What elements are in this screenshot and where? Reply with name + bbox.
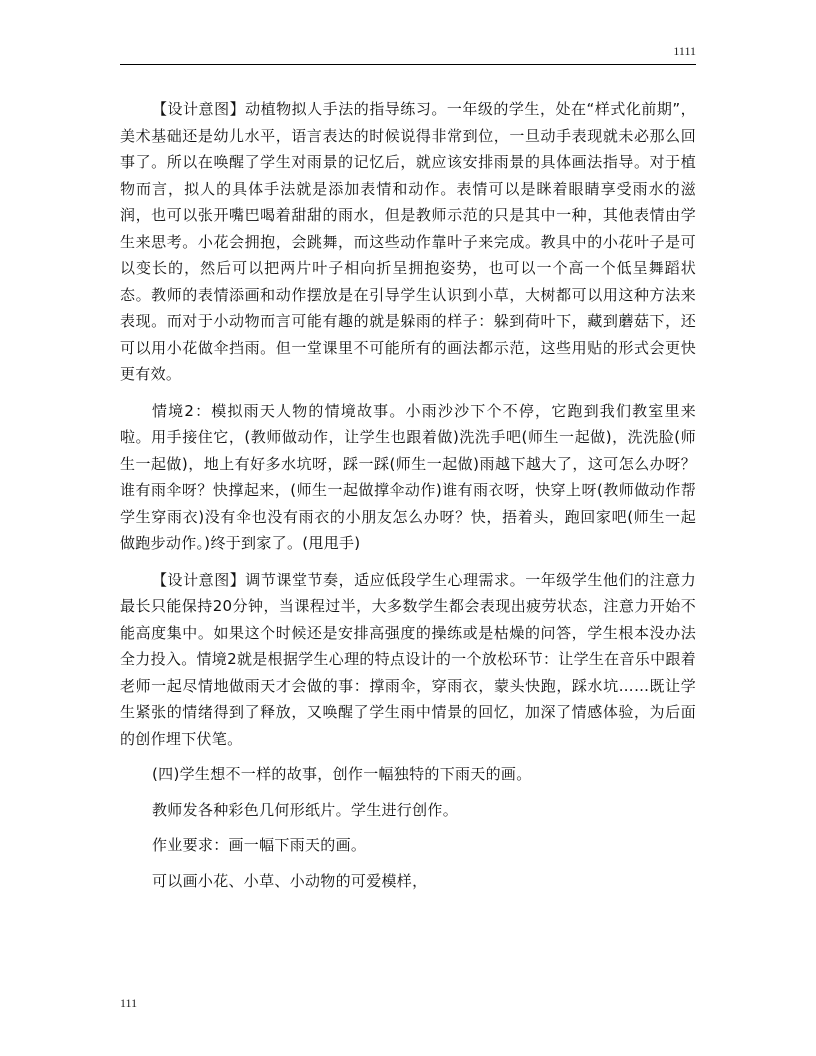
paragraph-design-intent-1: 【设计意图】动植物拟人手法的指导练习。一年级的学生，处在“样式化前期”，美术基础还是幼儿水平，语言表达的时候说得非常到位，一旦动手表现就未必那么回事了。所以在唤醒了学生对雨景的记忆后，就应该安排雨景的具体画法指导。对于植物而言，拟人的具体手法就是添加表情和动作。表情可以是眯着眼睛享受雨水的滋润，也可以张开嘴巴喝着甜甜的雨水，但是教师示范的只是其中一种，其他表情由学生来思考。小花会拥抱，会跳舞，而这些动作靠叶子来完成。教具中的小花叶子是可以变长的，然后可以把两片叶子相向折呈拥抱姿势，也可以一个高一个低呈舞蹈状态。教师的表情添画和动作摆放是在引导学生认识到小草，大树都可以用这种方法来表现。而对于小动物而言可能有趣的就是躲雨的样子：躲到荷叶下，藏到蘑菇下，还可以用小花做伞挡雨。但一堂课里不可能所有的画法都示范，这些用贴的形式会更快更有效。 — [120, 100, 696, 383]
paragraph-scenario-2: 情境2：模拟雨天人物的情境故事。小雨沙沙下个不停，它跑到我们教室里来啦。用手接住它，(教师做动作，让学生也跟着做)洗洗手吧(师生一起做)，洗洗脸(师生一起做)，地上有好多水坑呀，踩一踩(师生一起做)雨越下越大了，这可怎么办呀？谁有雨伞呀？快撑起来，(师生一起做撑伞动作)谁有雨衣呀，快穿上呀(教师做动作帮学生穿雨衣)没有伞也没有雨衣的小朋友怎么办呀？快，捂着头，跑回家吧(师生一起做跑步动作。)终于到家了。(甩甩手) — [120, 401, 696, 552]
section-heading-four: (四)学生想不一样的故事，创作一幅独特的下雨天的画。 — [152, 765, 532, 783]
paragraph-drawing-options: 可以画小花、小草、小动物的可爱模样， — [152, 871, 428, 890]
paragraph-assignment: 作业要求：画一幅下雨天的画。 — [152, 836, 367, 854]
header-page-number: 1111 — [673, 44, 696, 58]
header-rule — [120, 64, 696, 65]
paragraph-teacher-handout: 教师发各种彩色几何形纸片。学生进行创作。 — [152, 800, 459, 819]
footer-page-number: 111 — [120, 996, 138, 1010]
paragraph-design-intent-2: 【设计意图】调节课堂节奏，适应低段学生心理需求。一年级学生他们的注意力最长只能保持20分钟，当课程过半，大多数学生都会表现出疲劳状态，注意力开始不能高度集中。如果这个时候还是安排高强度的操练或是枯燥的问答，学生根本没办法全力投入。情境2就是根据学生心理的特点设计的一个放松环节：让学生在音乐中跟着老师一起尽情地做雨天才会做的事：撑雨伞，穿雨衣，蒙头快跑，踩水坑……既让学生紧张的情绪得到了释放，又唤醒了学生雨中情景的回忆，加深了情感体验，为后面的创作埋下伏笔。 — [120, 570, 696, 748]
document-body — [120, 96, 696, 894]
